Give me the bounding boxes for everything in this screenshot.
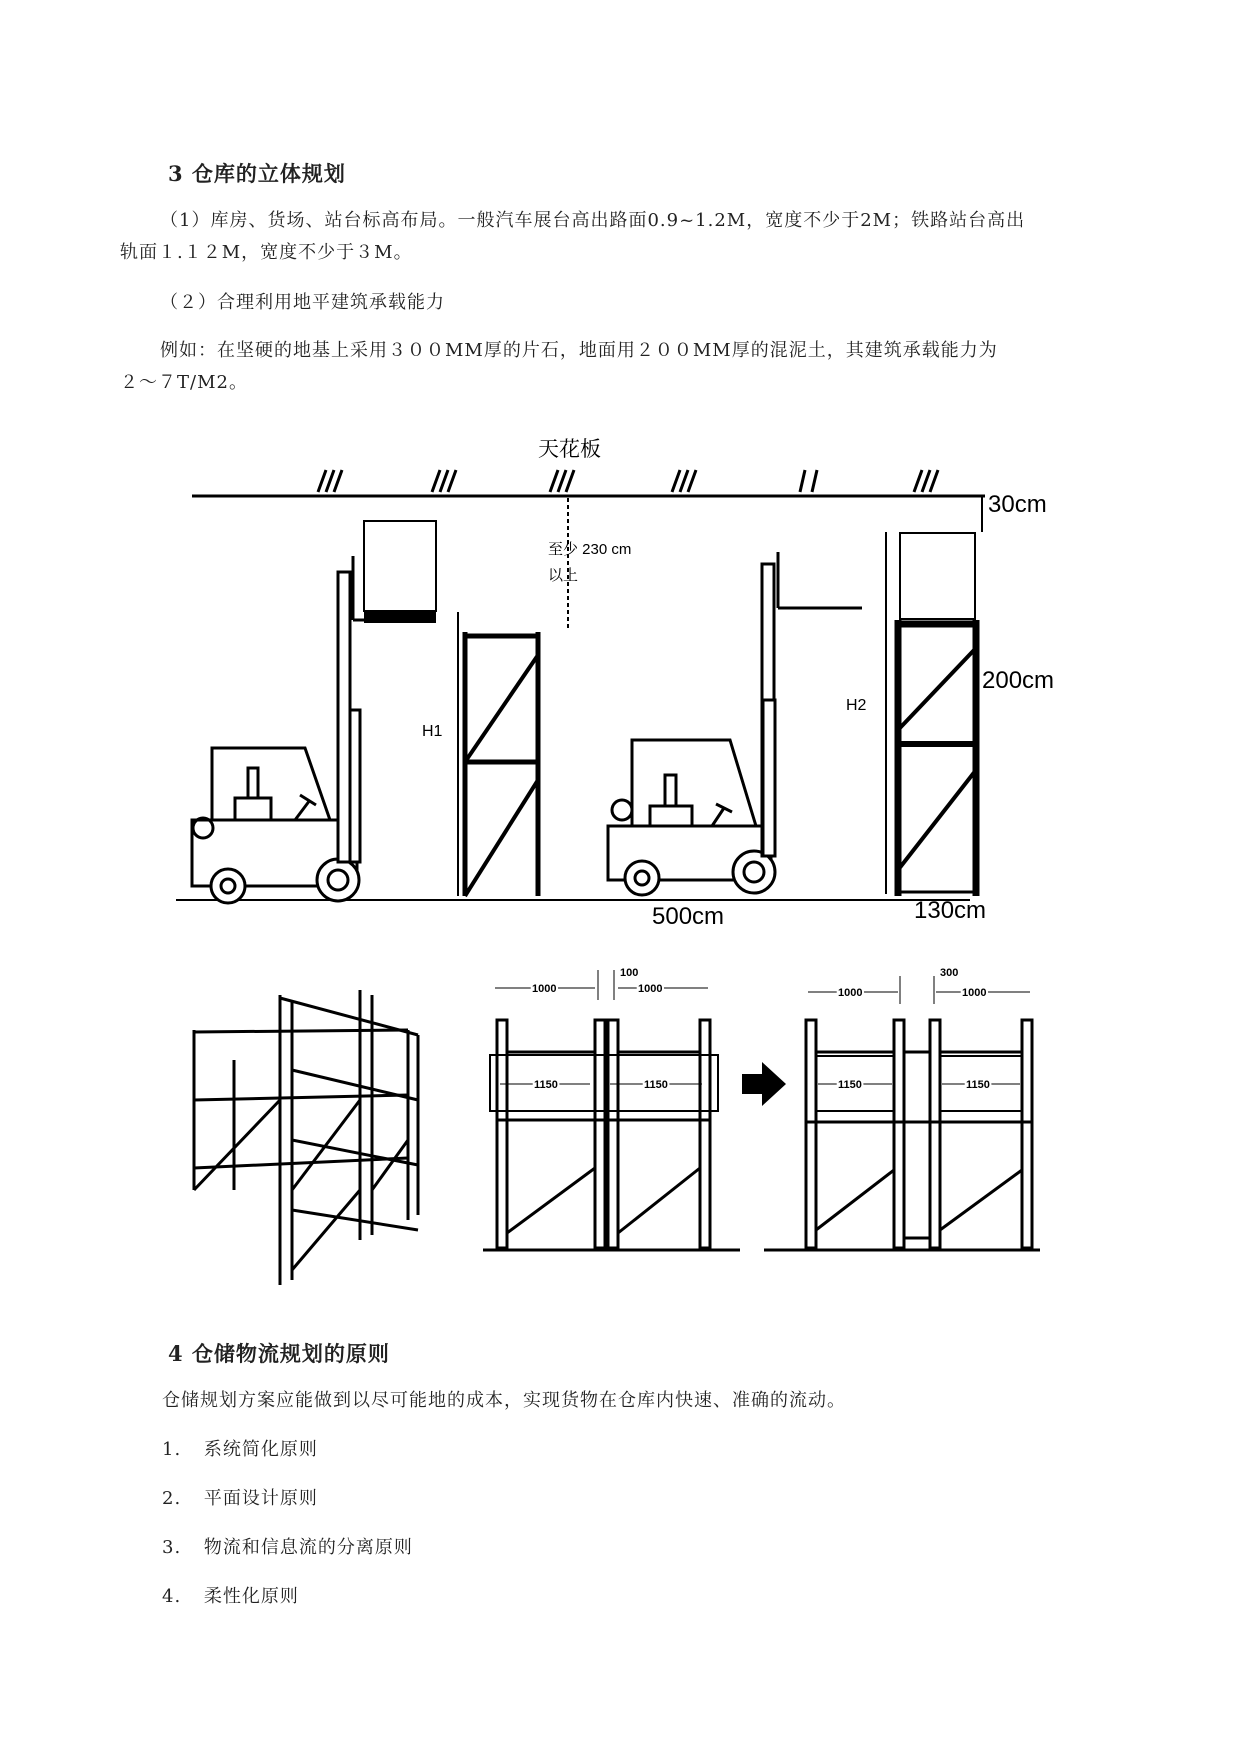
left-dim-1150b: 1150 <box>644 1079 668 1091</box>
paragraph-2: （２）合理利用地平建筑承载能力 <box>160 292 445 313</box>
paragraph-3-line-2: ２～７T/M2。 <box>120 372 248 393</box>
right-dim-1000b: 1000 <box>962 987 987 999</box>
principle-number: 1. <box>162 1439 182 1460</box>
right-arrow-icon <box>742 1062 786 1106</box>
principle-list-item <box>162 1435 318 1461</box>
h2-label: H2 <box>846 697 867 714</box>
principle-number: 2. <box>162 1488 182 1509</box>
dim-30-label: 30cm <box>988 491 1047 518</box>
section-3-heading: 3 仓库的立体规划 <box>168 161 346 186</box>
dim-500-label: 500cm <box>652 903 725 930</box>
left-dim-1000a: 1000 <box>532 983 557 995</box>
paragraph-3-line-1: 例如：在坚硬的地基上采用３００MM厚的片石，地面用２００MM厚的混泥土，其建筑承载能力为 <box>160 340 998 361</box>
principle-text: 系统简化原则 <box>203 1439 318 1460</box>
rack-elevation-right <box>764 976 1040 1250</box>
right-dim-1150a: 1150 <box>838 1079 862 1091</box>
principle-number: 3. <box>162 1537 182 1558</box>
left-dim-1000b: 1000 <box>638 983 663 995</box>
rack-left <box>465 632 538 896</box>
paragraph-1-line-1: （1）库房、货场、站台标高布局。一般汽车展台高出路面0.9~1.2M，宽度不少于2M；铁路站台高出 <box>160 210 1026 231</box>
left-dim-1150a: 1150 <box>534 1079 558 1091</box>
principle-text: 物流和信息流的分离原则 <box>203 1537 413 1558</box>
paragraph-1-line-2: 轨面１.１２M，宽度不少于３M。 <box>120 242 413 263</box>
principle-number: 4. <box>162 1586 182 1607</box>
right-dim-300: 300 <box>940 967 959 979</box>
clearance-label-1: 至少 230 cm <box>548 541 632 558</box>
isometric-rack <box>194 990 418 1285</box>
principle-list-item <box>162 1582 299 1608</box>
rack-elevation-left <box>483 970 740 1250</box>
forklift-right <box>608 552 862 895</box>
clearance-label-2: 以上 <box>548 567 579 584</box>
right-dim-1150b: 1150 <box>966 1079 990 1091</box>
h1-label: H1 <box>422 723 443 740</box>
ceiling-label: 天花板 <box>538 438 601 461</box>
ceiling-hatching <box>318 470 938 492</box>
forklift-left <box>192 556 368 903</box>
left-dim-100: 100 <box>620 967 639 979</box>
pallet-load-right <box>900 533 975 619</box>
principle-text: 柔性化原则 <box>203 1586 299 1607</box>
dim-130-label: 130cm <box>914 897 987 924</box>
principle-text: 平面设计原则 <box>203 1488 318 1509</box>
principle-list-item <box>162 1533 413 1559</box>
pallet-load-left <box>364 521 436 611</box>
section-4-heading: 4 仓储物流规划的原则 <box>168 1341 390 1366</box>
pallet-base-left <box>364 611 436 623</box>
rack-right <box>898 620 976 896</box>
rack-layout-diagram <box>0 940 1241 1290</box>
principle-list-item <box>162 1484 318 1510</box>
section-4-intro: 仓储规划方案应能做到以尽可能地的成本，实现货物在仓库内快速、准确的流动。 <box>162 1390 846 1411</box>
dim-200-label: 200cm <box>982 667 1055 694</box>
right-dim-1000a: 1000 <box>838 987 863 999</box>
